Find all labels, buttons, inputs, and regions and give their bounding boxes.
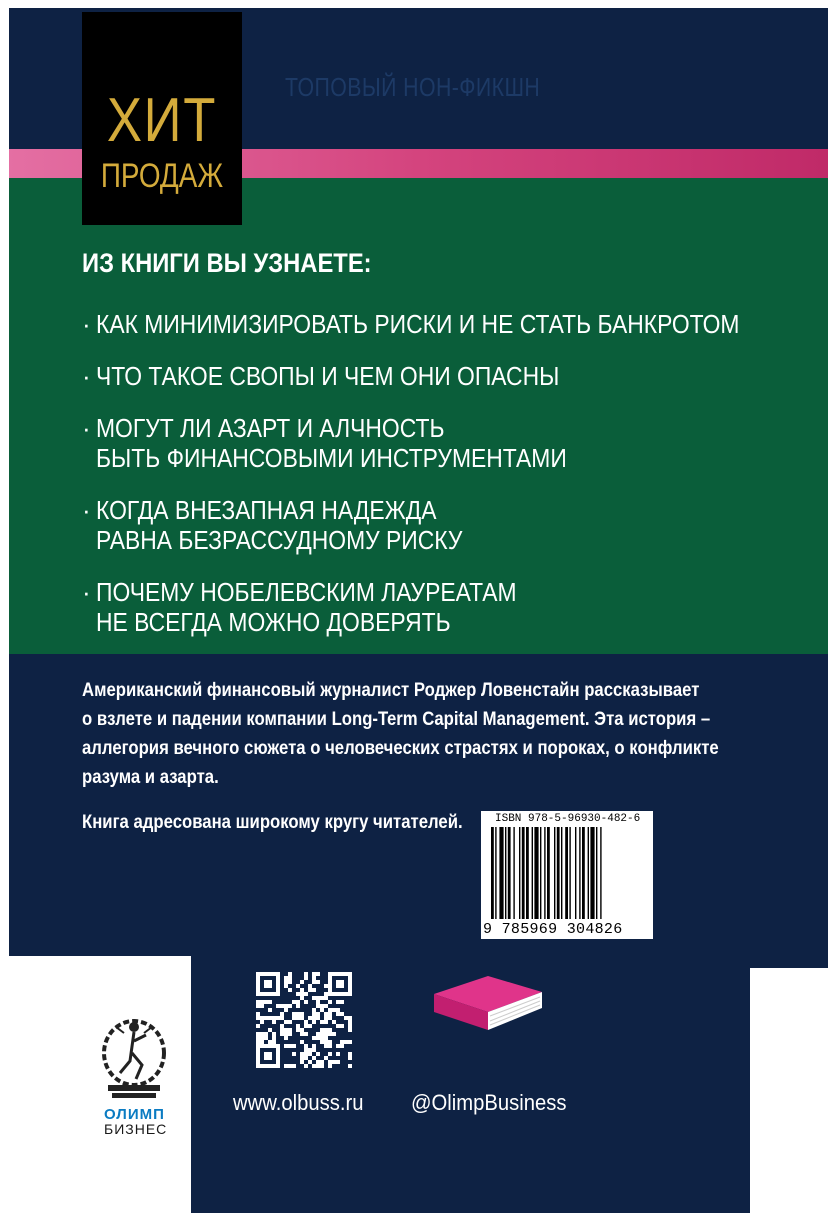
publisher-logo bbox=[78, 965, 191, 1213]
website-link[interactable]: www.olbuss.ru bbox=[233, 1090, 364, 1115]
bullet-line: КАК МИНИМИЗИРОВАТЬ РИСКИ И НЕ СТАТЬ БАНКРОТОМ bbox=[96, 309, 740, 339]
isbn-barcode bbox=[481, 811, 653, 939]
description-line: аллегория вечного сюжета о человеческих страстях и пороках, о конфликте bbox=[82, 738, 719, 759]
social-handle[interactable]: @OlimpBusiness bbox=[411, 1090, 567, 1115]
badge-big-text: ХИТ bbox=[106, 86, 218, 155]
bullet-line: МОГУТ ЛИ АЗАРТ И АЛЧНОСТЬ bbox=[96, 413, 445, 443]
bullet-item bbox=[82, 577, 788, 637]
bullet-line: НЕ ВСЕГДА МОЖНО ДОВЕРЯТЬ bbox=[96, 607, 451, 637]
learn-section bbox=[82, 248, 788, 659]
mercury-emblem-icon bbox=[96, 1013, 172, 1105]
bullet-dot: · bbox=[82, 577, 91, 607]
description bbox=[82, 676, 782, 792]
description-line: Американский финансовый журналист Роджер Ловенстайн рассказывает bbox=[82, 680, 700, 701]
barcode-number: 9 785969 304826 bbox=[483, 921, 623, 938]
description-line: разума и азарта. bbox=[82, 767, 219, 788]
publisher-sub: БИЗНЕС bbox=[104, 1121, 168, 1137]
bullet-item bbox=[82, 309, 788, 339]
bullet-dot: · bbox=[82, 309, 91, 339]
qr-code-icon[interactable] bbox=[256, 972, 352, 1068]
bullet-line: КОГДА ВНЕЗАПНАЯ НАДЕЖДА bbox=[96, 495, 437, 525]
cover-edge bbox=[750, 956, 828, 968]
bullet-line: ПОЧЕМУ НОБЕЛЕВСКИМ ЛАУРЕАТАМ bbox=[96, 577, 517, 607]
learn-heading: ИЗ КНИГИ ВЫ УЗНАЕТЕ: bbox=[82, 248, 372, 278]
bullet-line: ЧТО ТАКОЕ СВОПЫ И ЧЕМ ОНИ ОПАСНЫ bbox=[96, 361, 560, 391]
bullet-dot: · bbox=[82, 361, 91, 391]
top-tagline: ТОПОВЫЙ НОН-ФИКШН bbox=[285, 72, 541, 102]
description-line: о взлете и падении компании Long-Term Capital Management. Эта история – bbox=[82, 709, 711, 730]
bestseller-badge bbox=[82, 12, 242, 225]
book-icon bbox=[430, 970, 544, 1042]
bullet-item bbox=[82, 361, 788, 391]
bullet-line: БЫТЬ ФИНАНСОВЫМИ ИНСТРУМЕНТАМИ bbox=[96, 443, 567, 473]
badge-small-text: ПРОДАЖ bbox=[100, 157, 224, 195]
bullet-dot: · bbox=[82, 495, 91, 525]
bullet-dot: · bbox=[82, 413, 91, 443]
publisher-name: ОЛИМП bbox=[104, 1106, 165, 1123]
bullet-list bbox=[82, 309, 788, 637]
bullet-item bbox=[82, 413, 788, 473]
bullet-line: РАВНА БЕЗРАССУДНОМУ РИСКУ bbox=[96, 525, 463, 555]
isbn-text: ISBN 978-5-96930-482-6 bbox=[495, 813, 641, 825]
bullet-item bbox=[82, 495, 788, 555]
barcode-bars-icon bbox=[491, 827, 643, 919]
audience-note: Книга адресована широкому кругу читателей. bbox=[82, 812, 463, 833]
